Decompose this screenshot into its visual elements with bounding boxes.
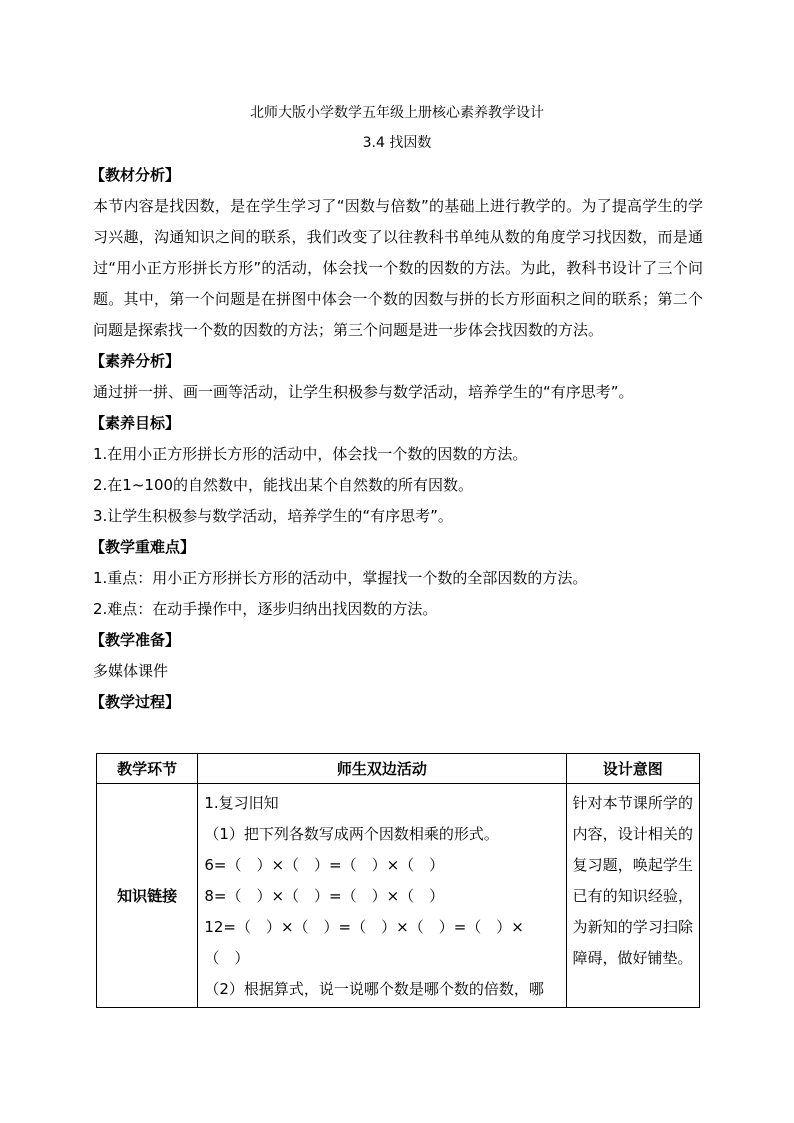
- literacy-goal-item: 1.在用小正方形拼长方形的活动中，体会找一个数的因数的方法。: [93, 445, 528, 463]
- activity-line: （2）根据算式，说一说哪个数是哪个数的倍数，哪: [204, 980, 544, 998]
- preparation-text: 多媒体课件: [93, 662, 169, 680]
- key-points-heading: 【教学重难点】: [90, 538, 196, 556]
- stage-cell: 知识链接: [97, 784, 198, 1008]
- literacy-goal-item: 3.让学生积极参与数学活动，培养学生的“有序思考”。: [93, 507, 453, 525]
- key-point-item: 1.重点：用小正方形拼长方形的活动中，掌握找一个数的全部因数的方法。: [93, 569, 588, 587]
- preparation-heading: 【教学准备】: [90, 631, 181, 649]
- activity-cell: [198, 784, 566, 1008]
- table-header-row: [97, 754, 700, 784]
- document-title: 北师大版小学数学五年级上册核心素养教学设计: [250, 105, 544, 121]
- activity-line: 6=（ ）×（ ）=（ ）×（ ）: [204, 856, 445, 874]
- activity-line: 1.复习旧知: [204, 794, 279, 812]
- lesson-title: 3.4 找因数: [362, 135, 432, 151]
- literacy-goals-heading: 【素养目标】: [90, 414, 181, 432]
- intent-cell: 针对本节课所学的内容，设计相关的复习题，唤起学生已有的知识经验，为新知的学习扫除障碍，做好铺垫。: [566, 784, 699, 1008]
- document-body: [90, 160, 703, 718]
- header-activity: 师生双边活动: [198, 754, 566, 784]
- literacy-analysis-heading: 【素养分析】: [90, 352, 181, 370]
- header-intent: 设计意图: [566, 754, 699, 784]
- table-row: [97, 784, 700, 1008]
- activity-line: （1）把下列各数写成两个因数相乘的形式。: [204, 825, 499, 843]
- activity-line: 12=（ ）×（ ）=（ ）×（ ）=（ ）×: [204, 918, 524, 936]
- literacy-analysis-text: 通过拼一拼、画一画等活动，让学生积极参与数学活动，培养学生的“有序思考”。: [93, 383, 634, 401]
- teaching-process-table: [96, 753, 700, 1008]
- teaching-process-heading: 【教学过程】: [90, 693, 181, 711]
- literacy-goal-item: 2.在1~100的自然数中，能找出某个自然数的所有因数。: [93, 476, 474, 494]
- material-analysis-heading: 【教材分析】: [90, 166, 181, 184]
- material-analysis-text: 本节内容是找因数，是在学生学习了“因数与倍数”的基础上进行教学的。为了提高学生的学习兴趣，沟通知识之间的联系，我们改变了以往教科书单纯从数的角度学习找因数，而是通过“用小正方形拼长方形”的活动，体会找一个数的因数的方法。为此，教科书设计了三个问题。其中，第一个问题是在拼图中体会一个数的因数与拼的长方形面积之间的联系；第二个问题是探索找一个数的因数的方法；第三个问题是进一步体会找因数的方法。: [93, 197, 703, 339]
- activity-line: 8=（ ）×（ ）=（ ）×（ ）: [204, 887, 445, 905]
- header-stage: 教学环节: [97, 754, 198, 784]
- key-point-item: 2.难点：在动手操作中，逐步归纳出找因数的方法。: [93, 600, 438, 618]
- activity-line: （ ）: [204, 949, 250, 967]
